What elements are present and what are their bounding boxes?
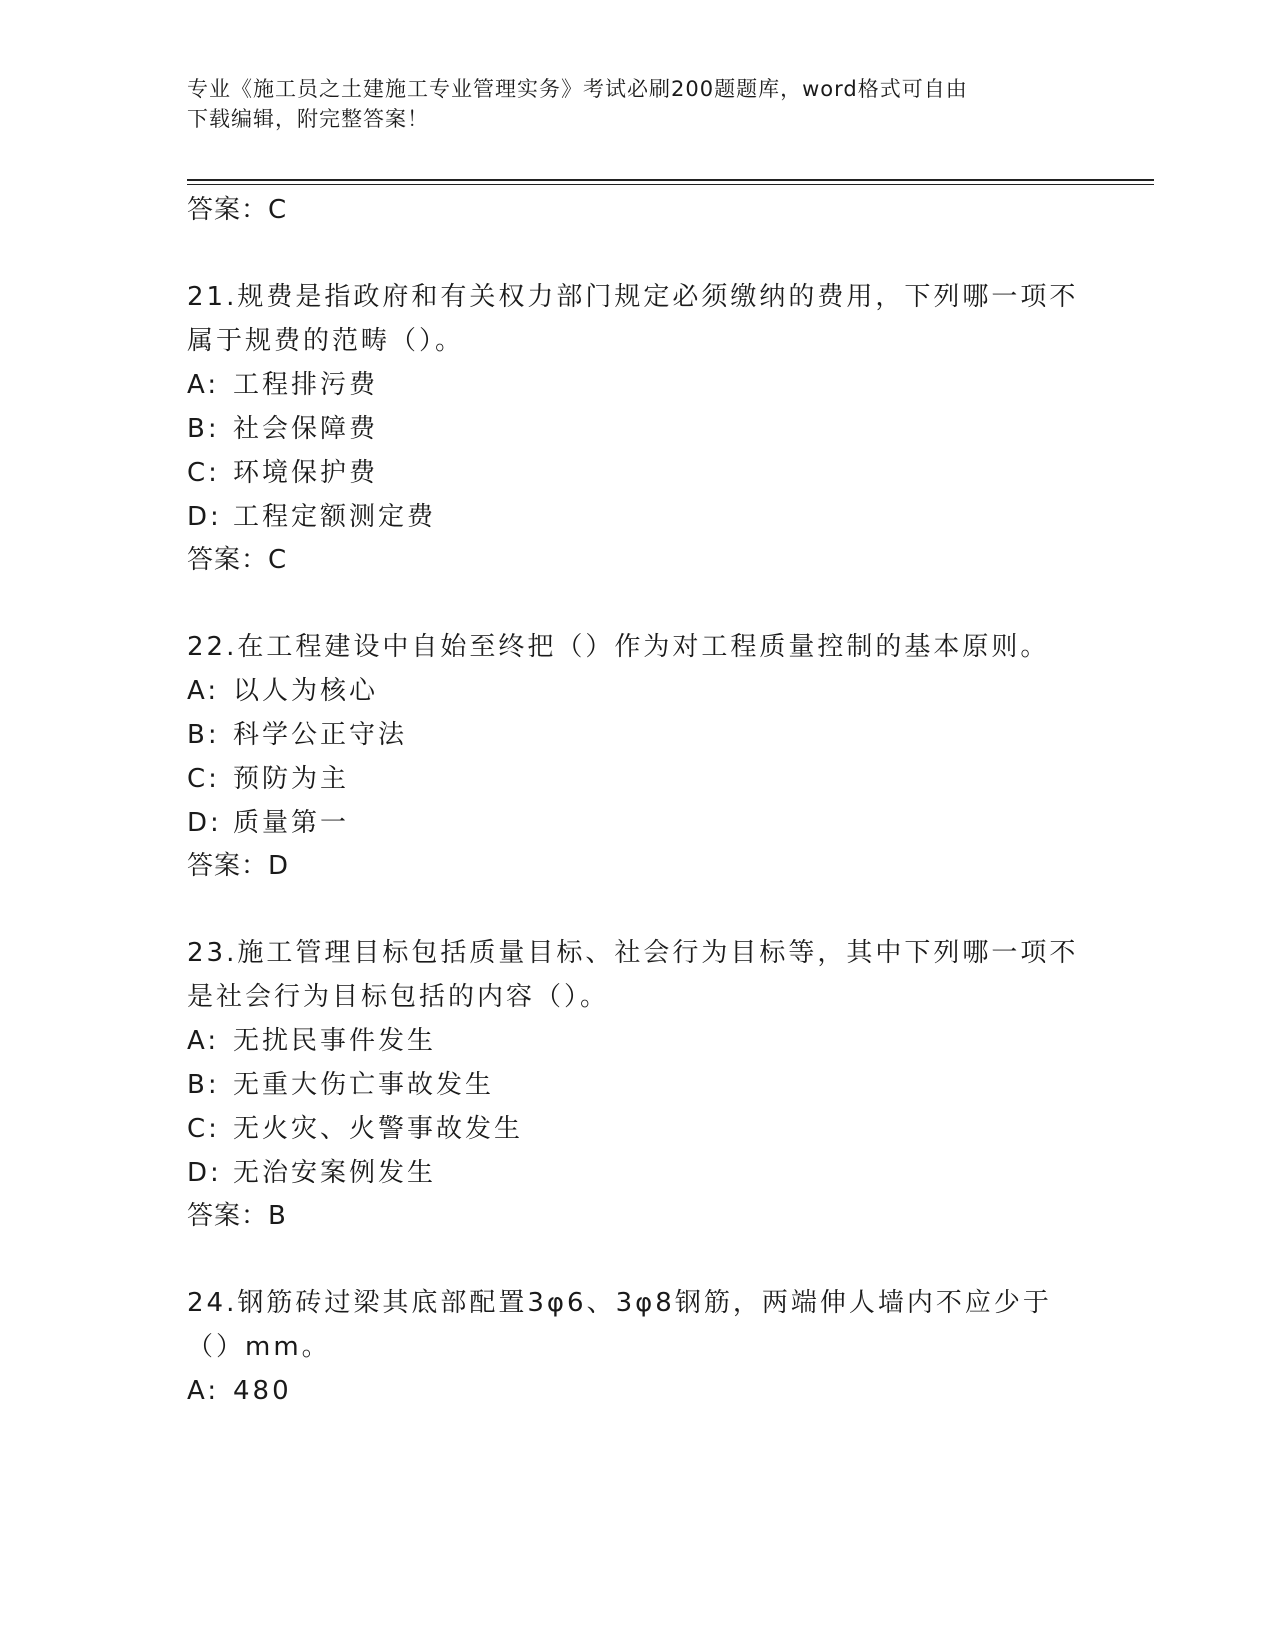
option-text: 无火灾、火警事故发生	[233, 1114, 524, 1144]
question-23-stem-line-1: 23.施工管理目标包括质量目标、社会行为目标等，其中下列哪一项不	[187, 938, 1079, 968]
question-22-option-c	[187, 762, 349, 796]
option-text: 工程定额测定费	[233, 502, 437, 532]
question-21-option-d	[187, 500, 436, 534]
question-23-option-d	[187, 1156, 436, 1190]
header-divider-thick	[187, 179, 1154, 181]
option-text: 以人为核心	[233, 676, 379, 706]
question-23-option-b	[187, 1068, 494, 1102]
option-text: 社会保障费	[233, 414, 379, 444]
option-text: 预防为主	[233, 764, 350, 794]
header-line-2: 下载编辑，附完整答案！	[187, 107, 429, 131]
option-text: 质量第一	[233, 808, 350, 838]
question-21-option-b	[187, 412, 378, 446]
option-letter: B:	[187, 720, 220, 750]
question-23-answer: 答案：B	[187, 1201, 287, 1231]
option-text: 480	[233, 1376, 292, 1406]
document-header	[187, 74, 1087, 134]
option-letter: A:	[187, 1026, 220, 1056]
question-24-stem-line-2: （）mm。	[187, 1332, 331, 1362]
option-letter: D:	[187, 1158, 222, 1188]
option-text: 科学公正守法	[233, 720, 408, 750]
option-letter: C:	[187, 764, 220, 794]
question-23-stem-line-2: 是社会行为目标包括的内容（）。	[187, 982, 610, 1012]
option-letter: A:	[187, 370, 220, 400]
question-21-stem-line-2: 属于规费的范畴（）。	[187, 326, 465, 356]
option-text: 无扰民事件发生	[233, 1026, 437, 1056]
option-text: 工程排污费	[233, 370, 379, 400]
option-letter: A:	[187, 1376, 220, 1406]
answer-prev: 答案：C	[187, 195, 288, 225]
question-22-stem-line-1: 22.在工程建设中自始至终把（）作为对工程质量控制的基本原则。	[187, 632, 1050, 662]
option-letter: D:	[187, 808, 222, 838]
question-21-option-a	[187, 368, 378, 402]
option-text: 无重大伤亡事故发生	[233, 1070, 495, 1100]
header-divider-thin	[187, 184, 1154, 185]
question-22-option-a	[187, 674, 378, 708]
question-24-option-a	[187, 1374, 292, 1408]
option-letter: A:	[187, 676, 220, 706]
option-letter: C:	[187, 458, 220, 488]
question-21-answer: 答案：C	[187, 545, 288, 575]
question-22-answer: 答案：D	[187, 851, 290, 881]
question-22-option-d	[187, 806, 349, 840]
question-21-option-c	[187, 456, 378, 490]
option-text: 环境保护费	[233, 458, 379, 488]
option-letter: B:	[187, 414, 220, 444]
header-line-1: 专业《施工员之土建施工专业管理实务》考试必刷200题题库，word格式可自由	[187, 77, 968, 101]
question-22-option-b	[187, 718, 407, 752]
option-letter: C:	[187, 1114, 220, 1144]
option-letter: D:	[187, 502, 222, 532]
question-23-option-c	[187, 1112, 523, 1146]
option-text: 无治安案例发生	[233, 1158, 437, 1188]
question-23-option-a	[187, 1024, 436, 1058]
question-24-stem-line-1: 24.钢筋砖过梁其底部配置3φ6、3φ8钢筋，两端伸人墙内不应少于	[187, 1288, 1052, 1318]
option-letter: B:	[187, 1070, 220, 1100]
question-21-stem-line-1: 21.规费是指政府和有关权力部门规定必须缴纳的费用，下列哪一项不	[187, 282, 1079, 312]
